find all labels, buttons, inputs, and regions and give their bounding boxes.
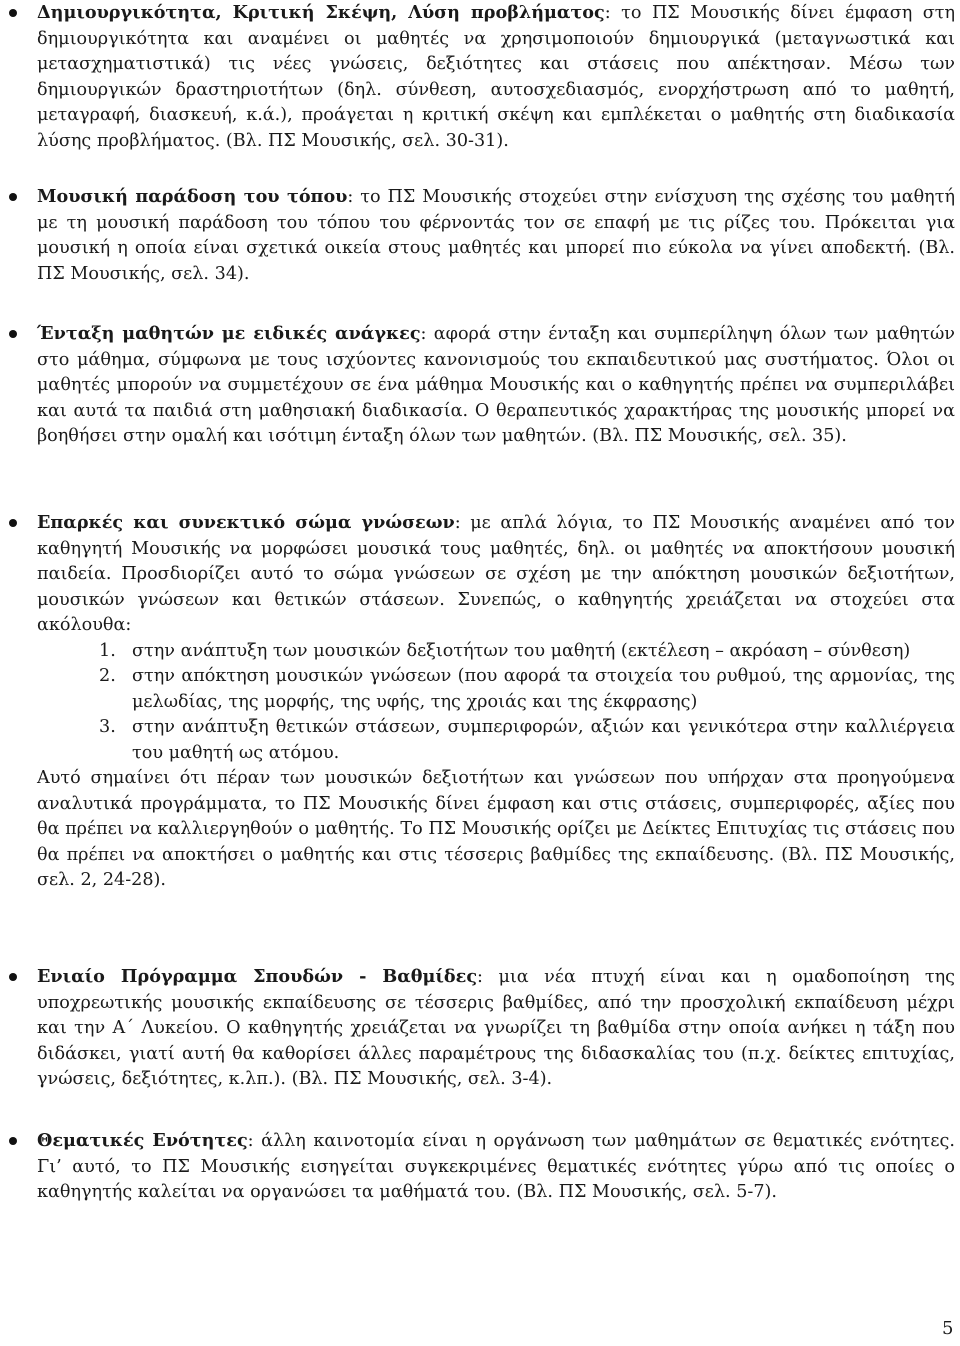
item-separator: : [454,513,461,533]
list-item [37,664,955,715]
item-separator: : [347,187,354,207]
item-text: άλλη καινοτομία είναι η οργάνωση των μαθημάτων σε θεματικές ενότητες. Γι’ αυτό, το ΠΣ Μουσικής εισηγείται συγκεκριμένες θεματικές ενότητες γύρω από τις οποίες ο καθηγητής καλείται να οργανώσει τα μαθήματά του. (Βλ. ΠΣ Μουσικής, σελ. 5-7). [37,1131,955,1202]
list-item-text: στην απόκτηση μουσικών γνώσεων (που αφορά τα στοιχεία του ρυθμού, της αρμονίας, της μελωδίας, της μορφής, της υφής, της χροιάς και της έκφρασης) [132,666,955,712]
item-text: με απλά λόγια, το ΠΣ Μουσικής αναμένει από τον καθηγητή Μουσικής να μορφώσει μουσικά τους μαθητές, δηλ. οι μαθητές να αποκτήσουν μουσική παιδεία. Προσδιορίζει αυτό το σώμα γνώσεων σε σχέση με την απόκτηση μουσικών δεξιοτήτων, μουσικών γνώσεων και θετικών στάσεων. Συνεπώς, ο καθηγητής χρειάζεται να στοχεύει στα ακόλουθα: [37,513,956,635]
list-item-text: στην ανάπτυξη θετικών στάσεων, συμπεριφορών, αξιών και γενικότερα στην καλλιέργεια του μαθητή ως ατόμου. [132,717,955,763]
item-term: Επαρκές και συνεκτικό σώμα γνώσεων [37,512,455,533]
item-text: το ΠΣ Μουσικής στοχεύει στην ενίσχυση της σχέσης του μαθητή με τη μουσική παράδοση του τόπου του φέρνοντάς τον σε επαφή με τις ρίζες του. Πρόκειται για μουσική η οποία είναι σχετικά οικεία στους μαθητές και μπορεί πιο εύκολα να γίνει αποδεκτή. (Βλ. ΠΣ Μουσικής, σελ. 34). [37,187,955,284]
list-item [37,715,955,766]
list-item-number: 1. [99,640,116,661]
bullet-icon [9,193,17,201]
bullet-item-thematic-units [37,1128,955,1206]
bullet-icon [9,519,17,527]
item-term: Δημιουργικότητα, Κριτική Σκέψη, Λύση προβλήματος [37,2,605,23]
bullet-icon [9,1137,17,1145]
item-separator: : [604,3,611,23]
item-term: Ενιαίο Πρόγραμμα Σπουδών - Βαθμίδες [37,966,478,987]
bullet-icon [9,973,17,981]
item-text: το ΠΣ Μουσικής δίνει έμφαση στη δημιουργικότητα και αναμένει οι μαθητές να χρησιμοποιούν δημιουργικά (μεταγνωστικά και μετασχηματιστικά) τις νέες γνώσεις, δεξιότητες και στάσεις που απέκτησαν. Μέσω των δημιουργικών δραστηριοτήτων (δηλ. σύνθεση, αυτοσχεδιασμός, ενορχήστρωση από το μαθητή, μεταγραφή, διασκευή, κ.ά.), προάγεται η κριτική σκέψη και εμπλέκεται ο μαθητής στη διαδικασία λύσης προβλήματος. (Βλ. ΠΣ Μουσικής, σελ. 30-31). [37,3,955,151]
item-text: αφορά στην ένταξη και συμπερίληψη όλων των μαθητών στο μάθημα, σύμφωνα με τους ισχύοντες κανονισμούς του εκπαιδευτικού μας συστήματος. Όλοι οι μαθητές μπορούν να συμμετέχουν σε ένα μάθημα Μουσικής και ο καθηγητής πρέπει να συμπεριλάβει και αυτά τα παιδιά στη μαθησιακή διαδικασία. Ο θεραπευτικός χαρακτήρας της μουσικής μπορεί να βοηθήσει στην ομαλή και ισότιμη ένταξη όλων των μαθητών. (Βλ. ΠΣ Μουσικής, σελ. 35). [37,324,955,446]
bullet-icon [9,330,17,338]
item-separator: : [420,324,427,344]
item-term: Θεματικές Ενότητες [37,1130,248,1151]
bullet-item-knowledge [37,510,955,894]
bullet-item-creativity [37,0,955,154]
bullet-item-tradition [37,184,955,287]
list-item-text: στην ανάπτυξη των μουσικών δεξιοτήτων του μαθητή (εκτέλεση – ακρόαση – σύνθεση) [132,640,911,661]
list-item-number: 3. [99,717,116,737]
bullet-item-inclusion [37,321,955,450]
list-item [37,639,955,665]
item-term: Μουσική παράδοση του τόπου [37,186,348,207]
list-item-number: 2. [99,666,116,686]
item-term: Ένταξη μαθητών με ειδικές ανάγκες [37,323,421,344]
page-number: 5 [942,1318,954,1339]
bullet-item-curriculum-levels [37,964,955,1093]
item-closing-paragraph: Αυτό σημαίνει ότι πέραν των μουσικών δεξιοτήτων και γνώσεων που υπήρχαν στα προηγούμενα αναλυτικά προγράμματα, το ΠΣ Μουσικής δίνει έμφαση και στις στάσεις, συμπεριφορές, αξίες που θα πρέπει να καλλιεργηθούν ο μαθητής. Το ΠΣ Μουσικής ορίζει με Δείκτες Επιτυχίας τις στάσεις που θα πρέπει να αποκτήσει ο μαθητής και στις τέσσερις βαθμίδες της εκπαίδευσης. (Βλ. ΠΣ Μουσικής, σελ. 2, 24-28). [37,768,955,890]
item-separator: : [477,967,483,987]
item-separator: : [247,1131,254,1151]
bullet-icon [9,9,17,17]
item-text: μια νέα πτυχή είναι και η ομαδοποίηση της υποχρεωτικής μουσικής εκπαίδευσης σε τέσσερις βαθμίδες, από την προσχολική εκπαίδευση μέχρι και την Α΄ Λυκείου. Ο καθηγητής χρειάζεται να γνωρίζει τη βαθμίδα στην οποία ανήκει η τάξη που διδάσκει, γιατί αυτή θα καθορίσει άλλες παραμέτρους της διδασκαλίας του (π.χ. δείκτες επιτυχίας, γνώσεις, δεξιότητες, κ.λπ.). (Βλ. ΠΣ Μουσικής, σελ. 3-4). [37,967,955,1089]
